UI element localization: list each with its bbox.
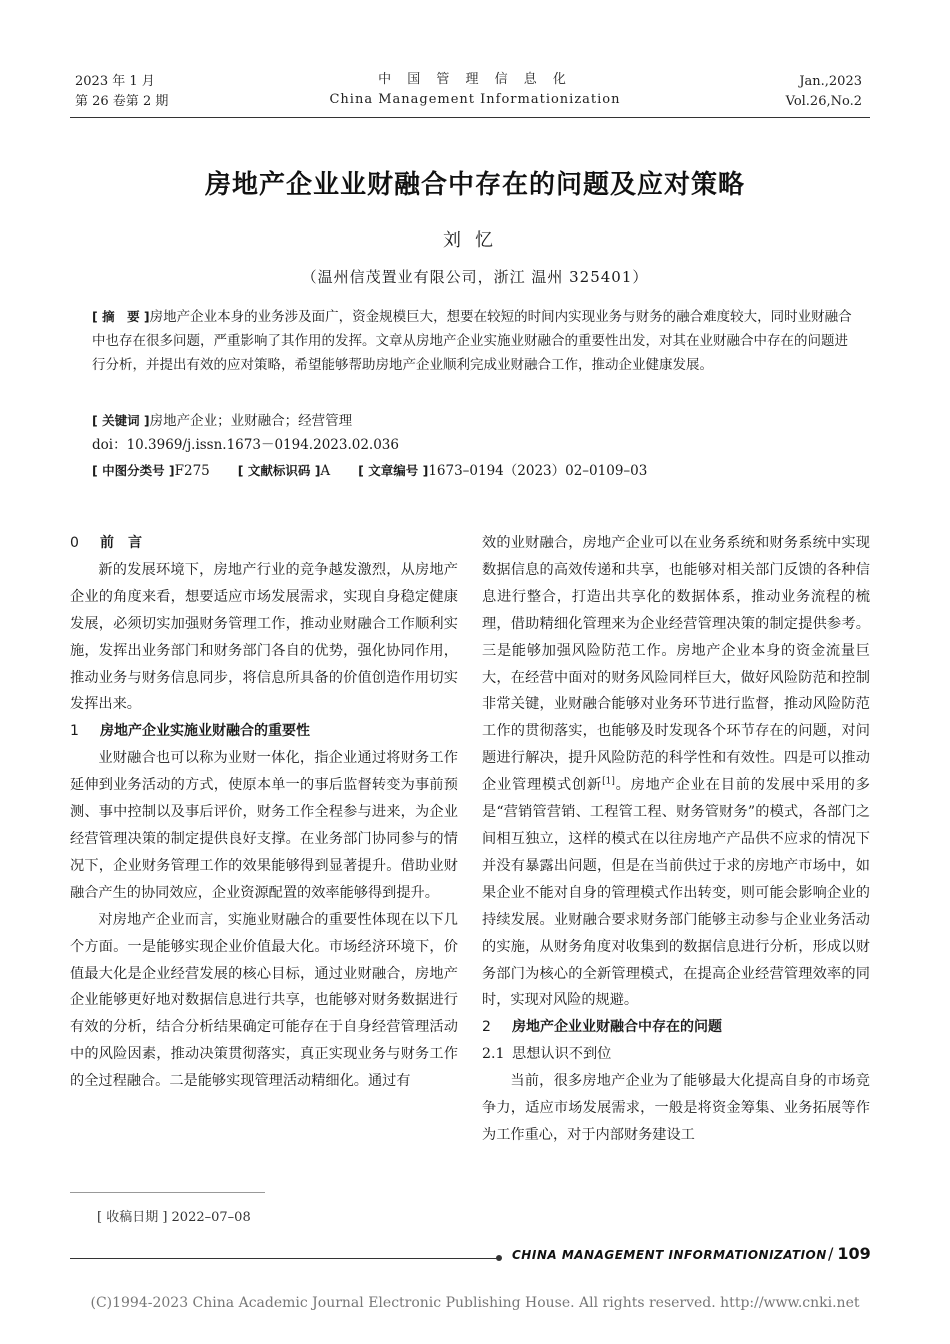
body-column-left bbox=[70, 530, 458, 1095]
section-title: 前 言 bbox=[100, 535, 142, 551]
article-title: 房地产企业业财融合中存在的问题及应对策略 bbox=[204, 170, 745, 200]
issue-info-en bbox=[786, 72, 862, 112]
doi: doi：10.3969/j.issn.1673－0194.2023.02.036 bbox=[92, 437, 399, 453]
doc-code-label: [ 文献标识码 ] bbox=[237, 463, 321, 478]
paragraph: 当前，很多房地产企业为了能够最大化提高自身的市场竞争力，适应市场发展需求，一般是将资金筹集、业务拓展等作为工作重心，对于内部财务建设工 bbox=[482, 1073, 870, 1143]
header-divider bbox=[70, 117, 870, 118]
keywords-text: 房地产企业；业财融合；经营管理 bbox=[149, 413, 353, 429]
section-number: 1 bbox=[70, 723, 79, 740]
issue-volume-cn: 第 26 卷第 2 期 bbox=[75, 94, 169, 109]
issue-volume-en: Vol.26,No.2 bbox=[785, 94, 862, 109]
section-heading bbox=[70, 718, 458, 745]
issue-date-en: Jan.,2023 bbox=[799, 74, 862, 89]
paragraph: 业财融合也可以称为业财一体化，指企业通过将财务工作延伸到业务活动的方式，使原本单一的事后监督转变为事前预测、事中控制以及事后评价，财务工作全程参与进来，为企业经营管理决策的制定提供良好支撑。在业务部门协同参与的情况下，企业财务管理工作的效果能够得到显著提升。借助业财融合产生的协同效应，企业资源配置的效率能够得到提升。 bbox=[70, 750, 458, 901]
section-title: 房地产企业实施业财融合的重要性 bbox=[100, 723, 310, 740]
section-heading bbox=[482, 1014, 870, 1041]
abstract bbox=[92, 305, 857, 377]
section-number: 0 bbox=[70, 535, 79, 551]
subsection-heading bbox=[482, 1041, 870, 1068]
paragraph-text: 。房地产企业在目前的发展中采用的多是“营销管营销、工程管工程、财务管财务”的模式，各部门之间相互独立，这样的模式在以往房地产产品供不应求的情况下并没有暴露出问题，但是在当前供过于求的房地产市场中，如果企业不能对自身的管理模式作出转变，则可能会影响企业的持续发展。业财融合要求财务部门能够主动参与企业业务活动的实施，从财务角度对收集到的数据信息进行分析，形成以财务部门为核心的全新管理模式，在提高企业经营管理效率的同时，实现对风险的规避。 bbox=[482, 777, 870, 1009]
section-heading bbox=[70, 530, 458, 557]
footer-journal-name: CHINA MANAGEMENT INFORMATIONIZATION bbox=[512, 1248, 827, 1262]
journal-name-en: China Management Informationization bbox=[329, 92, 621, 107]
body-column-right bbox=[482, 530, 870, 1149]
article-number-label: [ 文章编号 ] bbox=[358, 463, 429, 478]
footer-divider bbox=[70, 1258, 498, 1259]
received-date: [ 收稿日期 ] 2022–07–08 bbox=[97, 1210, 251, 1225]
abstract-label: [ 摘 要 ] bbox=[92, 309, 150, 324]
citation-reference[interactable]: [1] bbox=[602, 776, 615, 787]
section-title: 房地产企业业财融合中存在的问题 bbox=[512, 1019, 722, 1036]
copyright-notice: (C)1994-2023 China Academic Journal Electronic Publishing House. All rights reserved. http://www.cnki.net bbox=[90, 1295, 860, 1311]
keywords-label: [ 关键词 ] bbox=[92, 413, 150, 428]
journal-name-cn: 中 国 管 理 信 息 化 bbox=[378, 72, 572, 87]
paragraph: 对房地产企业而言，实施业财融合的重要性体现在以下几个方面。一是能够实现企业价值最大化。市场经济环境下，价值最大化是企业经营发展的核心目标，通过业财融合，房地产企业能够更好地对数据信息进行共享，也能够对财务数据进行有效的分析，结合分析结果确定可能存在于自身经营管理活动中的风险因素，推动决策贯彻落实，真正实现业务与财务工作的全过程融合。二是能够实现管理活动精细化。通过有 bbox=[70, 911, 458, 1090]
page-number-value: 109 bbox=[837, 1244, 871, 1263]
author-name: 刘忆 bbox=[443, 230, 507, 251]
page-number bbox=[828, 1244, 871, 1263]
paragraph-text: 效的业财融合，房地产企业可以在业务系统和财务系统中实现数据信息的高效传递和共享，也能够对相关部门反馈的各种信息进行整合，打造出共享化的数据体系，推动业务流程的梳理，借助精细化管理来为企业经营管理决策的制定提供参考。三是能够加强风险防范工作。房地产企业本身的资金流量巨大，在经营中面对的财务风险同样巨大，做好风险防范和控制非常关键，业财融合能够对业务环节进行监督，推动风险防范工作的贯彻落实，也能够及时发现各个环节存在的问题，对问题进行解决，提升风险防范的科学性和有效性。四是可以推动企业管理模式创新 bbox=[482, 535, 870, 794]
article-number-value: 1673–0194（2023）02–0109–03 bbox=[428, 463, 648, 479]
clc-value: F275 bbox=[174, 463, 210, 479]
paragraph: 新的发展环境下，房地产行业的竞争越发激烈，从房地产企业的角度来看，想要适应市场发展需求，实现自身稳定健康发展，必须切实加强财务管理工作，推动业财融合工作顺利实施，发挥出业务部门和财务部门各自的优势，强化协同作用，推动业务与财务信息同步，将信息所具备的价值创造作用切实发挥出来。 bbox=[70, 561, 458, 713]
classification-line bbox=[92, 459, 857, 483]
page-number-separator: / bbox=[828, 1244, 834, 1263]
doc-code-value: A bbox=[320, 463, 331, 479]
footer-dot bbox=[496, 1255, 502, 1261]
issue-date-cn: 2023 年 1 月 bbox=[75, 74, 155, 89]
clc-label: [ 中图分类号 ] bbox=[92, 463, 175, 478]
section-number: 2 bbox=[482, 1019, 491, 1036]
paragraph-continued bbox=[482, 530, 870, 1014]
keywords bbox=[92, 409, 857, 433]
abstract-text: 房地产企业本身的业务涉及面广，资金规模巨大，想要在较短的时间内实现业务与财务的融合难度较大，同时业财融合中也存在很多问题，严重影响了其作用的发挥。文章从房地产企业实施业财融合的重要性出发，对其在业财融合中存在的问题进行分析，并提出有效的应对策略，希望能够帮助房地产企业顺利完成业财融合工作，推动企业健康发展。 bbox=[92, 309, 852, 373]
subsection-title: 思想认识不到位 bbox=[512, 1046, 612, 1063]
footnote-divider bbox=[70, 1192, 265, 1193]
subsection-number: 2.1 bbox=[482, 1046, 505, 1063]
author-affiliation: （温州信茂置业有限公司，浙江 温州 325401） bbox=[301, 268, 649, 286]
